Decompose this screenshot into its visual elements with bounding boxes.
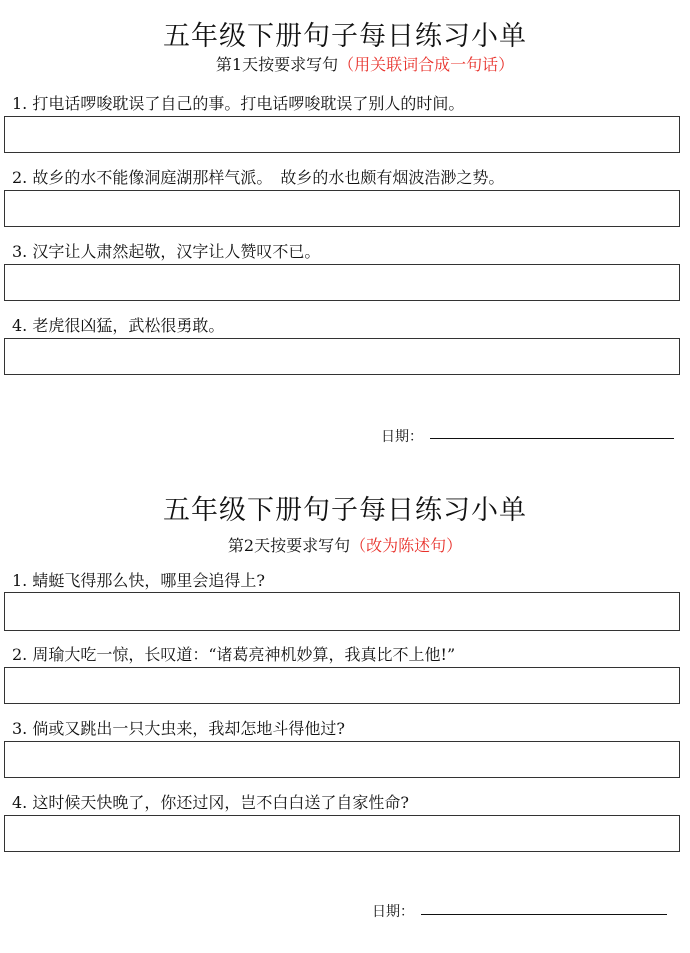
question-3: 3. 倘或又跳出一只大虫来，我却怎地斗得他过? <box>12 719 345 738</box>
question-4: 4. 老虎很凶猛，武松很勇敢。 <box>12 316 225 335</box>
answer-box-4[interactable] <box>4 815 680 852</box>
answer-box-2[interactable] <box>4 190 680 227</box>
instruction-hint: （改为陈述句） <box>350 536 463 555</box>
date-label: 日期： <box>381 429 423 445</box>
question-2: 2. 故乡的水不能像洞庭湖那样气派。 故乡的水也颇有烟波浩渺之势。 <box>12 168 505 187</box>
worksheet-subtitle <box>0 533 690 556</box>
worksheet-title: 五年级下册句子每日练习小单 <box>163 21 527 52</box>
question-1: 1. 打电话啰唆耽误了自己的事。打电话啰唆耽误了别人的时间。 <box>12 94 465 113</box>
question-3: 3. 汉字让人肃然起敬，汉字让人赞叹不已。 <box>12 242 321 261</box>
instruction-hint: （用关联词合成一句话） <box>338 55 515 74</box>
answer-box-2[interactable] <box>4 667 680 704</box>
question-2: 2. 周瑜大吃一惊，长叹道：“诸葛亮神机妙算，我真比不上他!” <box>12 645 456 664</box>
worksheet-title: 五年级下册句子每日练习小单 <box>163 495 527 526</box>
answer-box-4[interactable] <box>4 338 680 375</box>
date-label: 日期： <box>372 904 414 920</box>
subtitle-text: 第2天按要求写句 <box>227 536 351 555</box>
answer-box-1[interactable] <box>4 116 680 153</box>
question-1: 1. 蜻蜓飞得那么快，哪里会追得上? <box>12 571 265 590</box>
question-4: 4. 这时候天快晚了，你还过冈，岂不白白送了自家性命? <box>12 793 409 812</box>
subtitle-text: 第1天按要求写句 <box>215 55 339 74</box>
date-field[interactable] <box>421 914 667 915</box>
answer-box-1[interactable] <box>4 592 680 631</box>
date-field[interactable] <box>430 438 674 439</box>
answer-box-3[interactable] <box>4 264 680 301</box>
worksheet-subtitle <box>0 52 690 75</box>
answer-box-3[interactable] <box>4 741 680 778</box>
